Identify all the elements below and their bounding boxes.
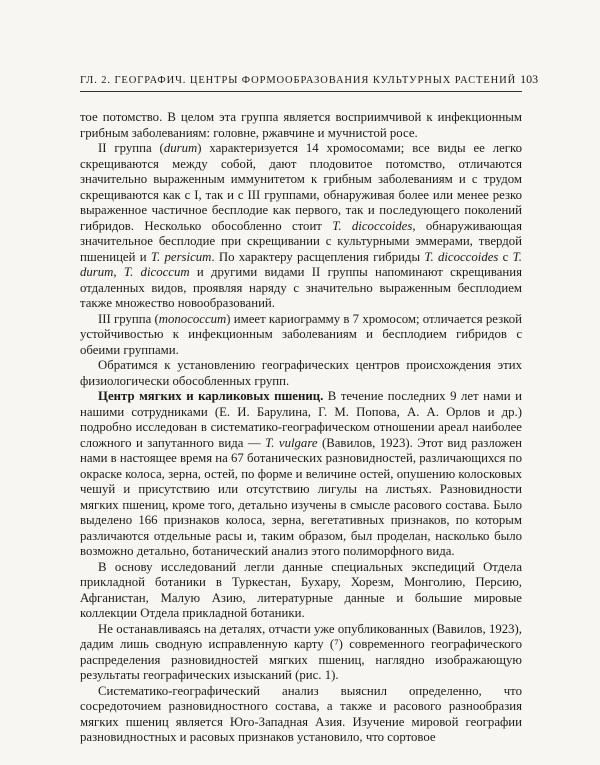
paragraph-1-text: тое потомство. В целом эта группа является восприимчивой к инфекционным грибным заболеваниям: головне, ржавчине и мучнистой росе. [80,110,522,140]
species-t-vulgare: T. vulgare [265,435,318,450]
paragraph-4 [80,358,522,389]
paragraph-7-text: Не останавливаясь на деталях, отчасти уже опубликованных (Вавилов, 1923), дадим лишь сводную исправленную карту (⁷) современного географического распределения разновидностей мягких пшениц, наглядно изображающую результаты географических изысканий (рис. 1). [80,621,522,682]
species-t-dicoccum: T. dicoccum [123,265,190,279]
p2-text-g: и другими видами II группы напоминают скрещивания отдаленных видов, проявляя наряду с значительно выраженным бесплодием также множество новообразований. [80,265,522,310]
p5-text-a: В течение последних 9 лет нами и нашими сотрудниками (Е. И. Барулина, Г. М. Попова, А. А. Орлов и др.) подробно исследован в систематико-географическом отношении ареал наиболее сложного и запутанного вида — [80,389,522,450]
species-t-dicoccoides-2: T. dicoccoides [424,249,499,264]
paragraph-6 [80,560,522,622]
species-monococcum: monococcum [158,311,227,326]
p2-text-e: с [498,249,513,264]
paragraph-3 [80,312,522,359]
species-durum: durum [163,141,198,155]
species-t-durum: T. durum [80,249,522,279]
p3-text-b: ) имеет кариограмму в 7 хромосом; отличается резкой устойчивостью к инфекционным заболеваниям и бесплодием гибридов с обеими группами. [80,311,522,357]
p2-text-f: , [113,265,124,279]
p2-text-b: ) характеризуется 14 хромосомами; все виды ее легко скрещиваются между собой, дают плодовитое потомство, отличаются значительно выраженным иммунитетом к грибным заболеваниям и с трудом скрещиваются как с I, так и с III группами, обнаруживая более или менее резко выраженное частичное бесплодие как первого, так и последующего поколений гибридов. Несколько обособленно стоит [80,141,523,233]
running-head-title: ГЛ. 2. ГЕОГРАФИЧ. ЦЕНТРЫ ФОРМООБРАЗОВАНИЯ КУЛЬТУРНЫХ РАСТЕНИЙ [80,75,517,86]
p3-text-a: III группа ( [98,311,159,326]
page-number: 103 [520,72,539,86]
paragraph-8 [80,684,522,746]
paragraph-6-text: В основу исследований легли данные специальных экспедиций Отдела прикладной ботаники в Туркестан, Бухару, Хорезм, Монголию, Персию, Афганистан, Малую Азию, литературные данные и большие мировые коллекции Отдела прикладной ботаники. [80,559,522,620]
section-heading: Центр мягких и карликовых пшениц. [98,389,324,403]
species-t-persicum: T. persicum [150,249,212,264]
paragraph-5 [80,389,522,560]
paragraph-4-text: Обратимся к установлению географических центров происхождения этих физиологически обособленных групп. [80,358,522,388]
paragraph-2 [80,141,522,312]
body-text [80,110,522,746]
p2-text-a: II группа ( [98,141,164,155]
p2-text-c: , обнаруживающая значительное бесплодие при скрещивании с культурными эммерами, твердой пшеницей и [80,218,522,264]
paragraph-7 [80,622,522,684]
p5-text-b: (Вавилов, 1923). Этот вид разложен нами в настоящее время на 67 ботанических разновидностей, различающихся по окраске колоса, зерна, остей, по форме и величине остей, опушению колосковых чешуй и присутствию или отсутствию лигулы на листьях. Разновидности мягких пшениц, кроме того, детально изучены в смысле расового состава. Было выделено 166 признаков колоса, зерна, вегетативных признаков, по которым различаются отдельные расы и, таким образом, был проделан, насколько было возможно детально, ботанический анализ этого полиморфного вида. [80,435,523,558]
species-t-dicoccoides: T. dicoccoides [332,218,413,233]
p2-text-d: . По характеру расщепления гибриды [211,249,425,264]
paragraph-1 [80,110,522,141]
running-head [80,72,539,92]
paragraph-8-text: Систематико-географический анализ выяснил определенно, что сосредоточием разновидностного состава, а также и расового разнообразия мягких пшениц является Юго-Западная Азия. Изучение мировой географии разновидностных и расовых признаков установило, что сортовое [80,683,522,744]
